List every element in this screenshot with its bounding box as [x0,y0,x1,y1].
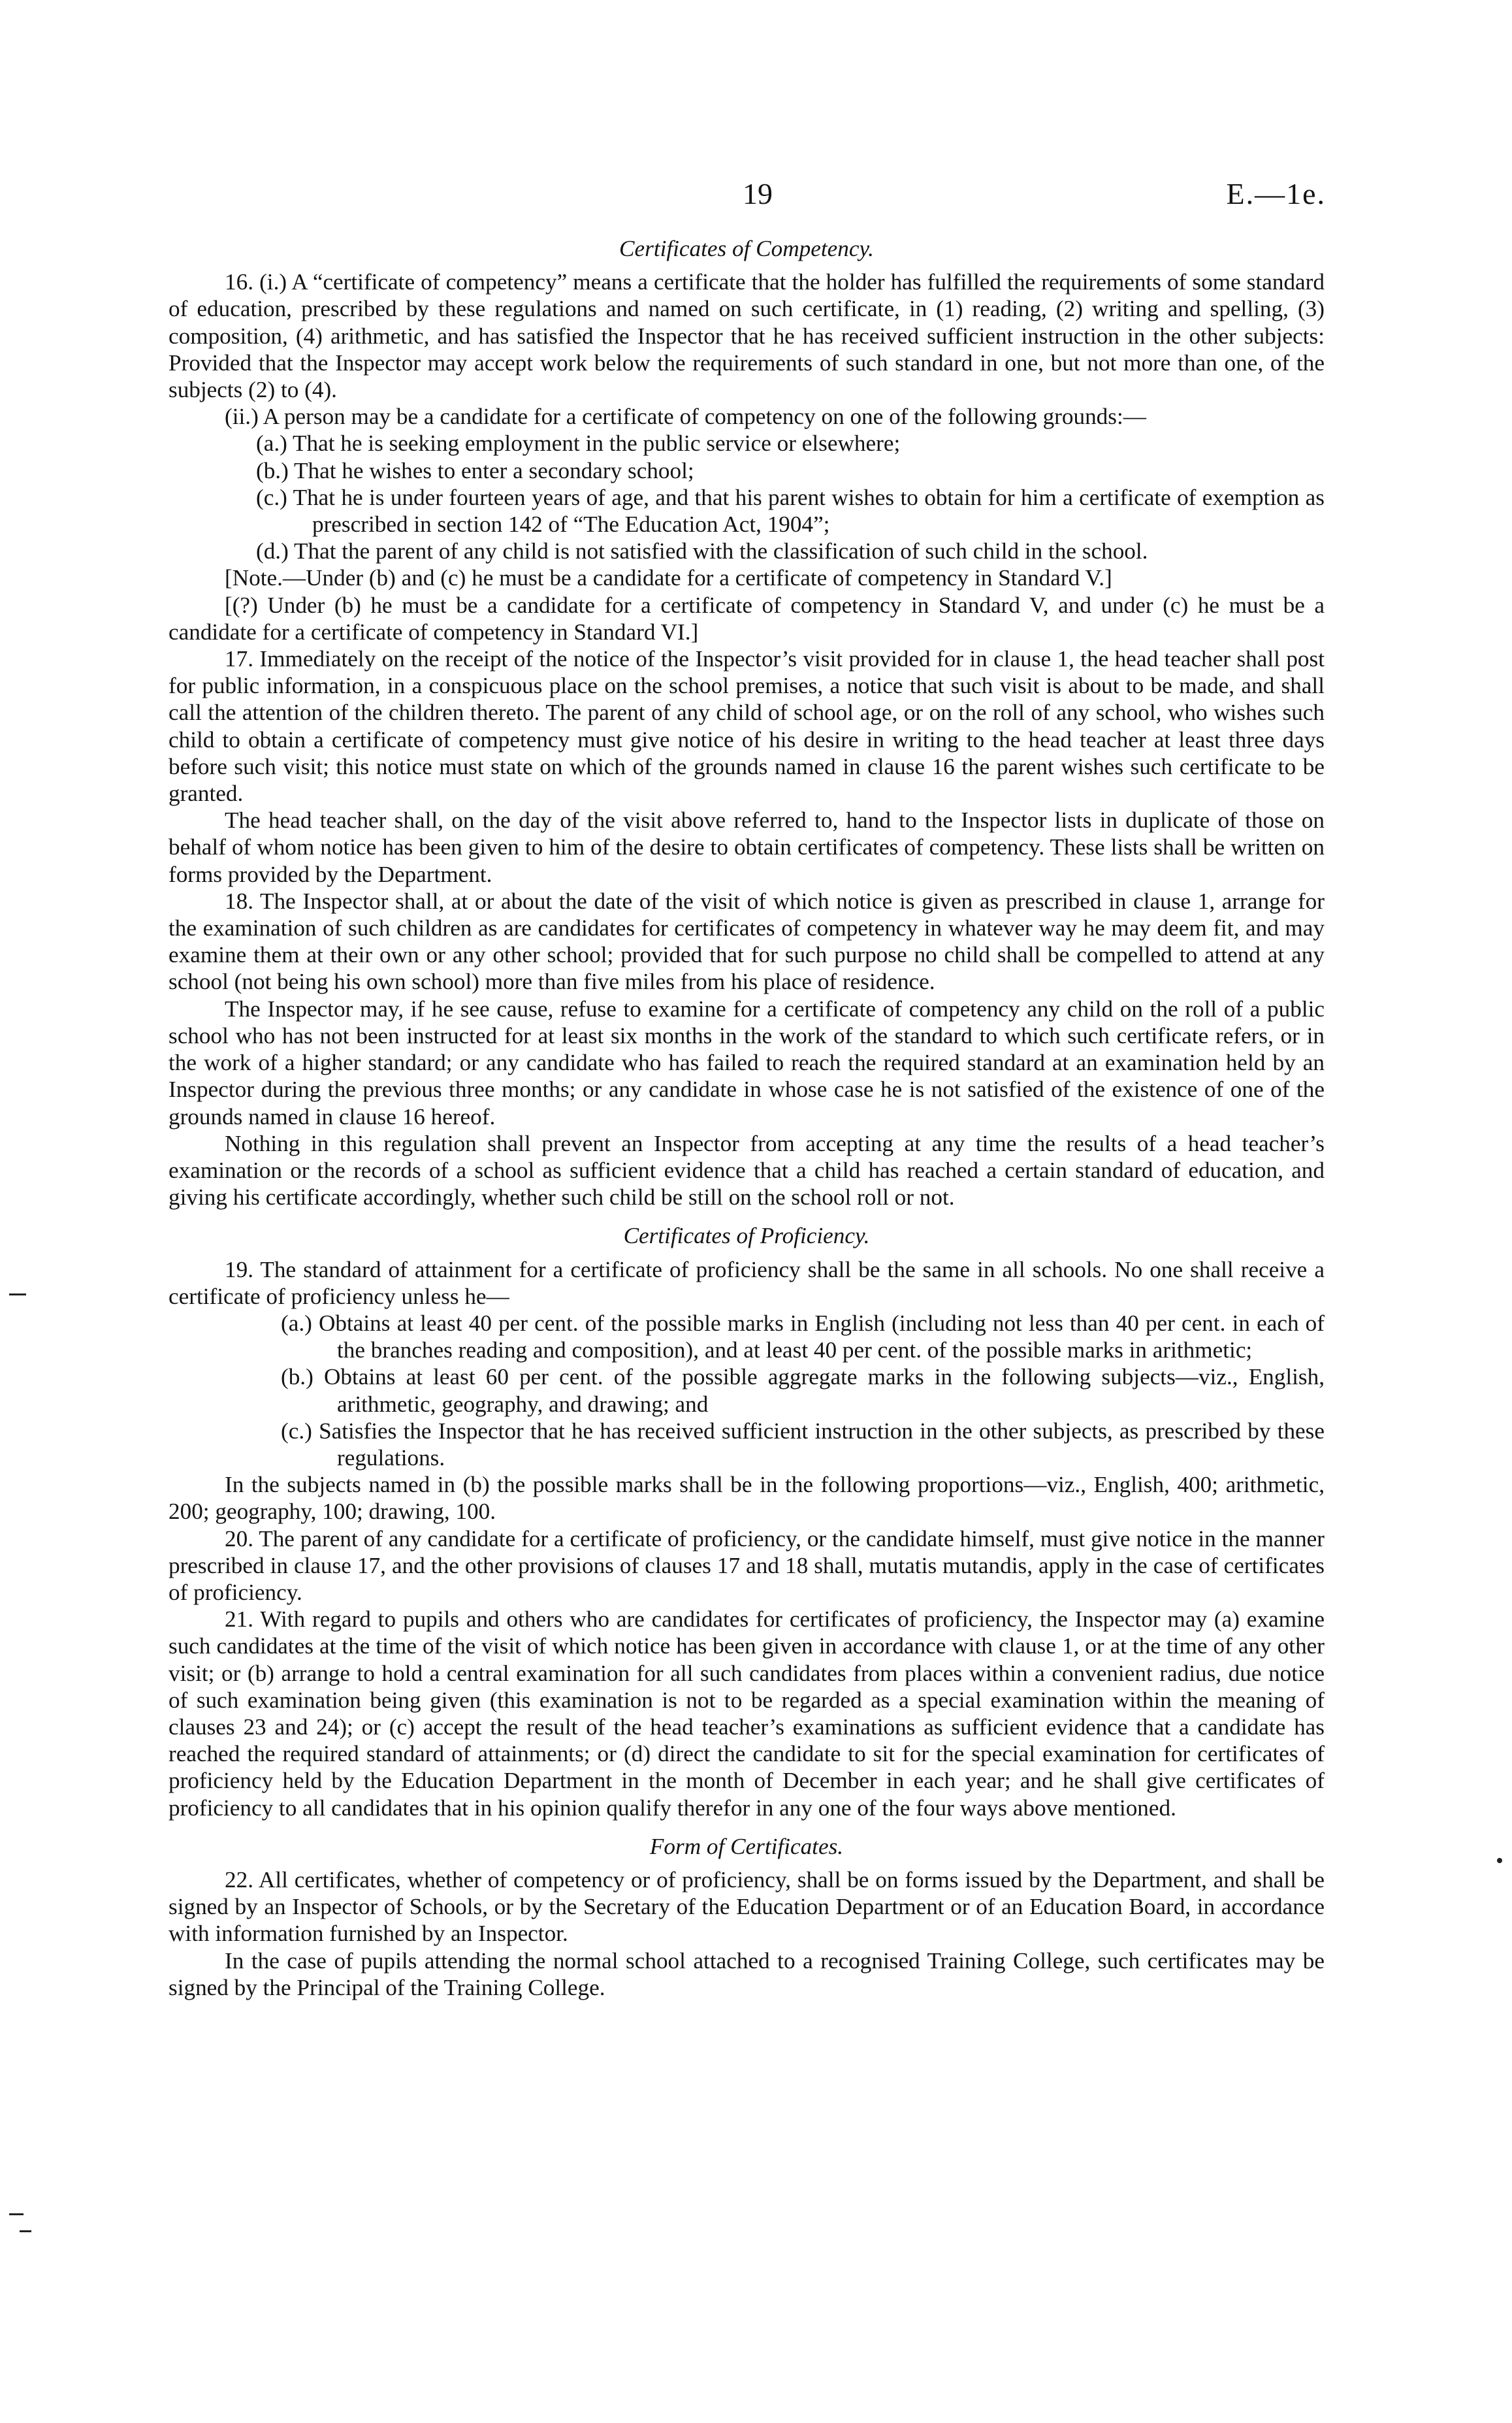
paragraph: 19. The standard of attainment for a certificate of proficiency shall be the same in all schools. No one shall receive a certificate of proficiency unless he— [169,1256,1325,1309]
section-heading: Certificates of Competency. [619,236,874,261]
margin-mark [20,2230,31,2232]
list-item: (c.) That he is under fourteen years of age, and that his parent wishes to obtain for him a certificate of exemption as prescribed in section 142 of “The Education Act, 1904”; [256,484,1325,538]
paragraph: (ii.) A person may be a candidate for a certificate of competency on one of the following grounds:— [225,404,1146,430]
list-item: (a.) Obtains at least 40 per cent. of the possible marks in English (including not less than 40 per cent. in each of the branches reading and composition), and at least 40 per cent. of the possible marks in arithmetic; [281,1310,1325,1363]
list-item: (d.) That the parent of any child is not satisfied with the classification of such child in the school. [256,538,1148,564]
list-item: (a.) That he is seeking employment in the public service or elsewhere; [256,431,901,457]
paragraph: In the case of pupils attending the normal school attached to a recognised Training College, such certificates may be signed by the Principal of the Training College. [169,1947,1325,2000]
paragraph: 21. With regard to pupils and others who are candidates for certificates of proficiency, the Inspector may (a) examine such candidates at the time of the visit of which notice has been given in accordance with clause 1, or at the time of any other visit; or (b) arrange to hold a central examination for all such candidates from places within a convenient radius, due notice of such examination being given (this examination is not to be regarded as a special examination within the meaning of clauses 23 and 24); or (c) accept the result of the head teacher’s examinations as sufficient evidence that a candidate has reached the required standard of attainments; or (d) direct the candidate to sit for the special examination for certificates of proficiency held by the Education Department in the month of December in each year; and he shall give certificates of proficiency to all candidates that in his opinion qualify therefor in any one of the four ways above mentioned. [169,1606,1325,1821]
margin-mark [9,1293,26,1295]
paragraph: 17. Immediately on the receipt of the notice of the Inspector’s visit provided for in clause 1, the head teacher shall post for public information, in a conspicuous place on the school premises, a notice that such visit is about to be made, and shall call the attention of the children thereto. The parent of any child of school age, or on the roll of any school, who wishes such child to obtain a certificate of competency must give notice of his desire in writing to the head teacher at least three days before such visit; this notice must state on which of the grounds named in clause 16 the parent wishes such certificate to be granted. [169,646,1325,807]
document-reference: E.—1e. [1226,177,1326,210]
section-heading: Form of Certificates. [649,1833,844,1859]
list-item: (c.) Satisfies the Inspector that he has received sufficient instruction in the other subjects, as prescribed by these regulations. [281,1418,1325,1471]
note-paragraph: [Note.—Under (b) and (c) he must be a candidate for a certificate of competency in Standard V.] [225,565,1112,591]
list-item: (b.) Obtains at least 60 per cent. of the possible aggregate marks in the following subjects—viz., English, arithmetic, geography, and drawing; and [281,1364,1325,1417]
paragraph: The Inspector may, if he see cause, refuse to examine for a certificate of competency any child on the roll of a public school who has not been instructed for at least six months in the work of the standard to which such certificate refers, or in the work of a higher standard; or any candidate who has failed to reach the required standard at an examination held by an Inspector during the previous three months; or any candidate in whose case he is not satisfied of the existence of one of the grounds named in clause 16 hereof. [169,996,1325,1130]
paragraph: In the subjects named in (b) the possible marks shall be in the following proportions—viz., English, 400; arithmetic, 200; geography, 100; drawing, 100. [169,1472,1325,1525]
paragraph: 22. All certificates, whether of competency or of proficiency, shall be on forms issued by the Department, and shall be signed by an Inspector of Schools, or by the Secretary of the Education Department or of an Education Board, in accordance with information furnished by an Inspector. [169,1866,1325,1947]
paragraph: The head teacher shall, on the day of the visit above referred to, hand to the Inspector lists in duplicate of those on behalf of whom notice has been given to him of the desire to obtain certificates of competency. These lists shall be written on forms provided by the Department. [169,807,1325,887]
list-item: (b.) That he wishes to enter a secondary school; [256,457,694,483]
paragraph: Nothing in this regulation shall prevent an Inspector from accepting at any time the results of a head teacher’s examination or the records of a school as sufficient evidence that a child has reached a certain standard of education, and giving his certificate accordingly, whether such child be still on the school roll or not. [169,1130,1325,1211]
margin-mark [1497,1858,1502,1863]
note-paragraph: [(?) Under (b) he must be a candidate for a certificate of competency in Standard V, and under (c) he must be a candidate for a certificate of competency in Standard VI.] [169,592,1325,645]
paragraph: 20. The parent of any candidate for a certificate of proficiency, or the candidate himself, must give notice in the manner prescribed in clause 17, and the other provisions of clauses 17 and 18 shall, mutatis mutandis, apply in the case of certificates of proficiency. [169,1525,1325,1605]
section-heading: Certificates of Proficiency. [623,1223,870,1249]
margin-mark [9,2213,24,2215]
paragraph: 18. The Inspector shall, at or about the date of the visit of which notice is given as prescribed in clause 1, arrange for the examination of such children as are candidates for certificates of competency in whatever way he may deem fit, and may examine them at their own or any other school; provided that for such purpose no child shall be compelled to attend at any school (not being his own school) more than five miles from his place of residence. [169,888,1325,995]
paragraph: 16. (i.) A “certificate of competency” means a certificate that the holder has fulfilled the requirements of some standard of education, prescribed by these regulations and named on such certificate, in (1) reading, (2) writing and spelling, (3) composition, (4) arithmetic, and has satisfied the Inspector that he has received sufficient instruction in the other subjects: Provided that the Inspector may accept work below the requirements of such standard in one, but not more than one, of the subjects (2) to (4). [169,269,1325,403]
page-number: 19 [743,177,773,210]
body-text [169,235,1325,2001]
